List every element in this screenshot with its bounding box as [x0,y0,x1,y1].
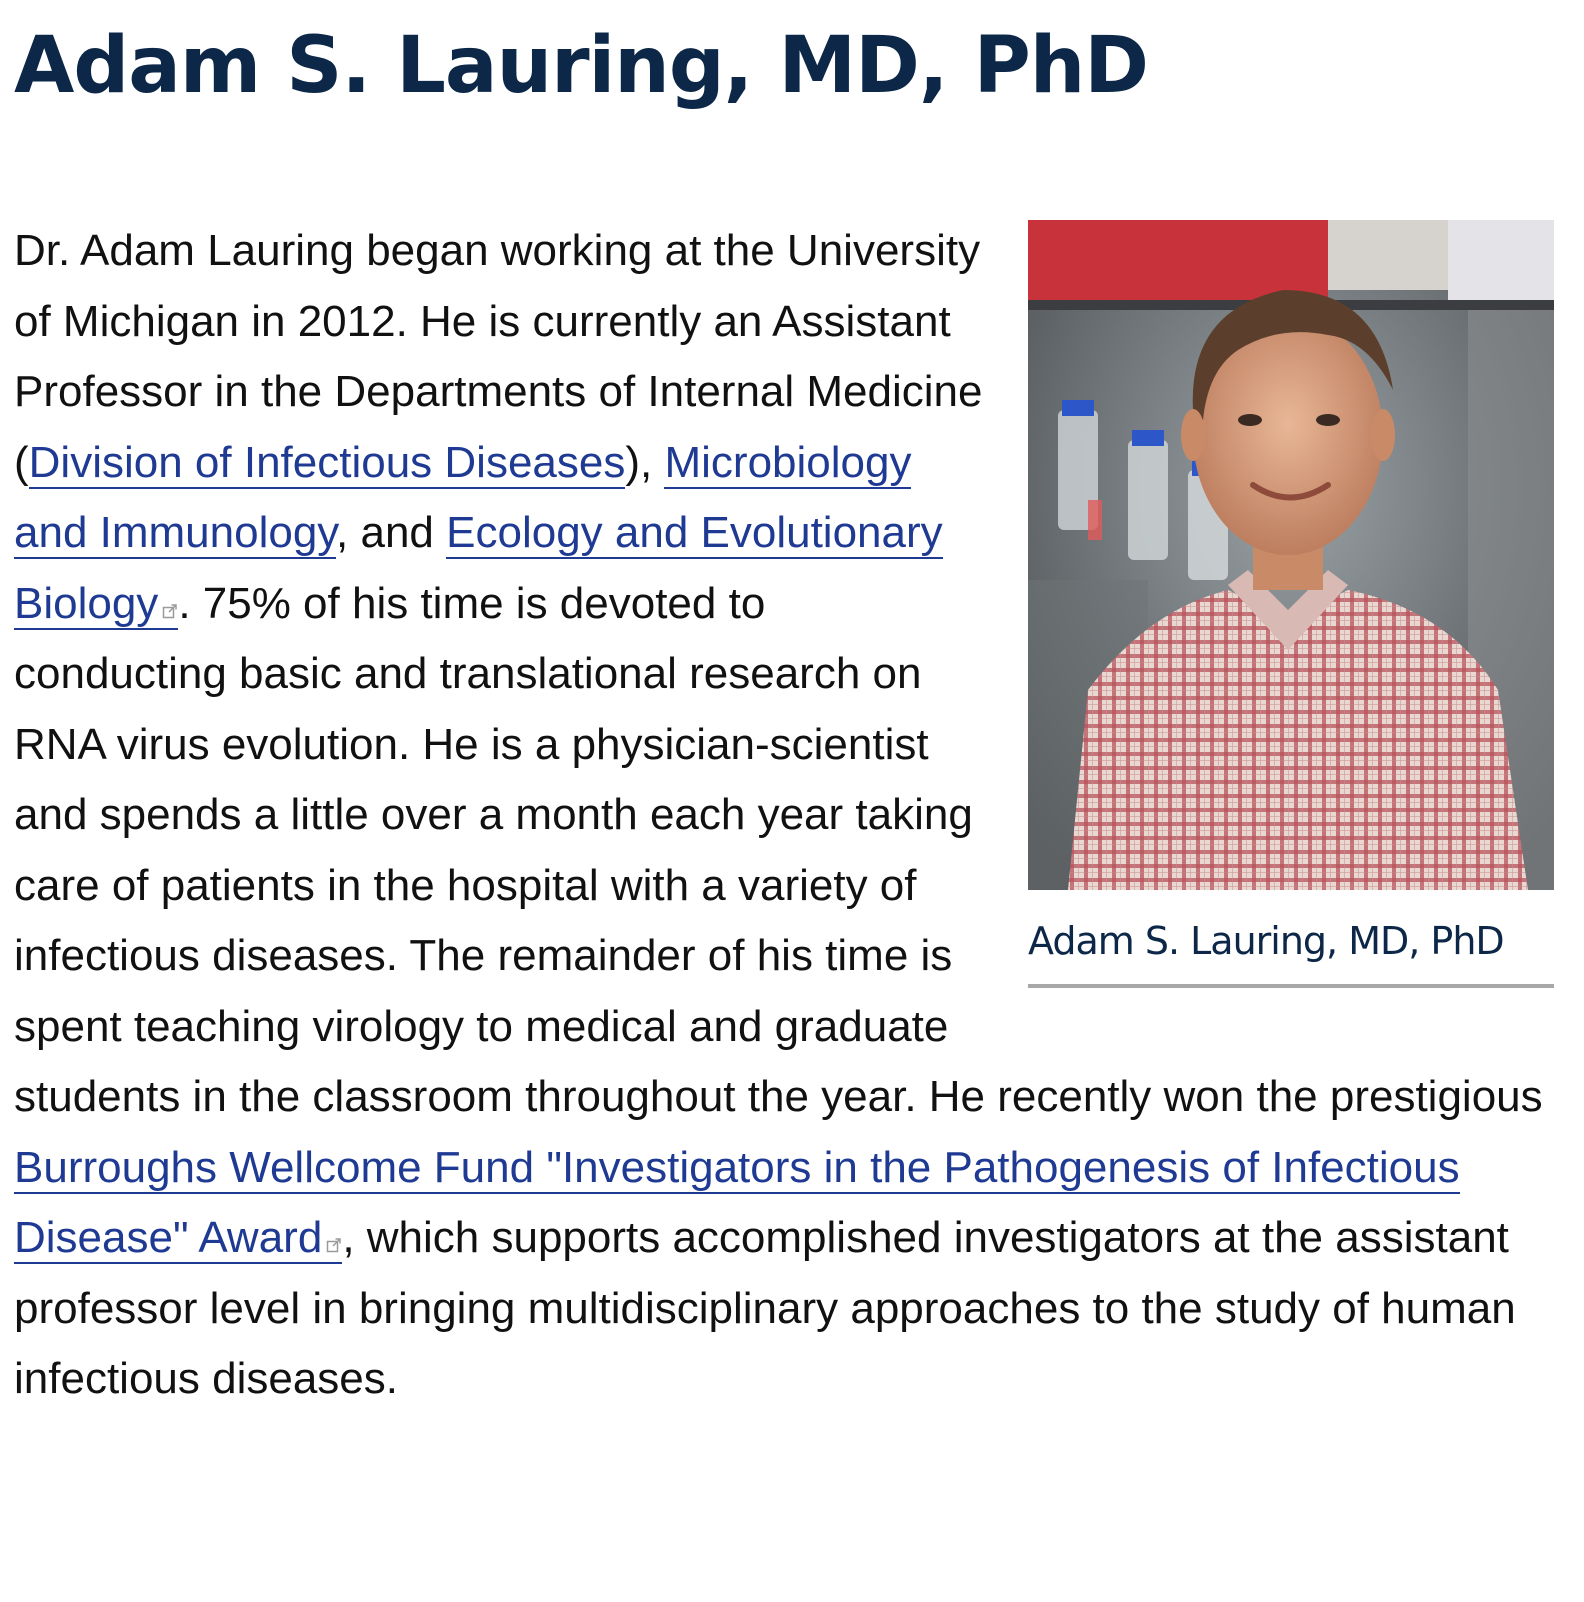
page-title: Adam S. Lauring, MD, PhD [14,21,1149,111]
photo-caption: Adam S. Lauring, MD, PhD [1028,918,1554,988]
profile-photo-image [1028,220,1554,890]
bio-text-1: Dr. Adam Lauring began working at the University of Michigan in 2012. He is currently an Assistant Professor in the Departments of Internal Medicine ( [14,226,983,487]
profile-photo [1028,220,1554,890]
microbiology-immunology-link[interactable]: Microbiology and Immunology [14,437,912,557]
bio-text-3: , and [336,508,447,557]
bio-text-4: . 75% of his time is devoted to conducting basic and translational research on RNA virus evolution. He is a physician-scientist and spends a little over a month each year taking care of patients in the hospital with a variety of infectious diseases. The remainder of his time is spent teaching virology to medical and graduate students in the classroom throughout the year. He recently won the prestigious [14,578,1543,1121]
profile-figure [1028,220,1554,988]
external-link-icon [326,1237,342,1253]
profile-page [14,0,1554,1415]
external-link-icon [162,603,178,619]
burroughs-wellcome-award-label: Burroughs Wellcome Fund "Investigators in the Pathogenesis of Infectious Disease" Award [14,1142,1460,1262]
bio-text-2: ), [625,437,665,487]
bio-text-5: , which supports accomplished investigators at the assistant professor level in bringing multidisciplinary approaches to the study of human infectious diseases. [14,1213,1516,1403]
ecology-evolutionary-biology-label: Ecology and Evolutionary Biology [14,508,943,628]
division-infectious-diseases-link[interactable]: Division of Infectious Diseases [28,437,626,487]
